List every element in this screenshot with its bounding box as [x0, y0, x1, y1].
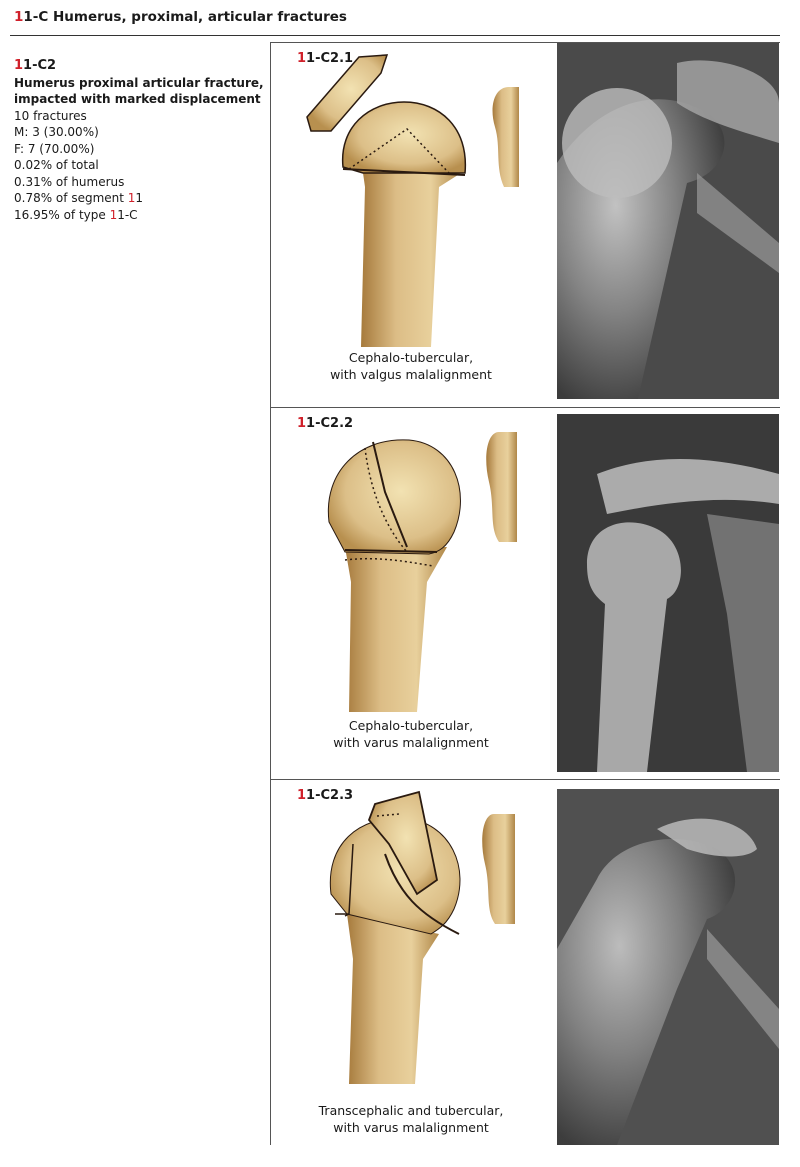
caption-line2: with valgus malalignment — [330, 367, 492, 382]
caption-line1: Cephalo-tubercular, — [348, 718, 474, 733]
glenoid-outline — [482, 814, 515, 924]
humerus-diagram-c2-1 — [289, 47, 529, 347]
summary-type-rest: 1-C — [117, 207, 138, 222]
humerus-shaft — [345, 547, 447, 712]
summary-heading-line1: Humerus proximal articular fracture, — [14, 75, 264, 90]
panel-code-red: 1 — [297, 788, 307, 803]
summary-code-red: 1 — [14, 58, 24, 73]
panel-caption-c2-3 — [291, 1102, 531, 1136]
panel-code-red: 1 — [297, 416, 307, 431]
panel-code-text: 1-C2.2 — [306, 416, 354, 431]
humeral-head — [343, 102, 466, 173]
summary-count: 10 fractures — [14, 108, 87, 123]
page-title — [14, 9, 347, 25]
xray-image-c2-1 — [557, 43, 779, 399]
humeral-head — [328, 440, 460, 554]
humerus-diagram-c2-2 — [289, 412, 529, 712]
caption-line2: with varus malalignment — [333, 735, 489, 750]
summary-segment-prefix: 0.78% of segment — [14, 191, 128, 205]
summary-type-red: 1 — [109, 207, 118, 222]
panel-code-text: 1-C2.1 — [306, 51, 354, 66]
panel-c2-2 — [271, 408, 780, 779]
panel-code-c2-3 — [297, 788, 353, 803]
classification-summary — [14, 58, 264, 223]
summary-of-total: 0.02% of total — [14, 158, 99, 172]
summary-male: M: 3 (30.00%) — [14, 125, 99, 139]
caption-line2: with varus malalignment — [333, 1120, 489, 1135]
panel-code-red: 1 — [297, 51, 307, 66]
humerus-shaft — [347, 914, 439, 1084]
panel-code-c2-1 — [297, 51, 353, 66]
xray-image-c2-3 — [557, 789, 779, 1145]
caption-line1: Cephalo-tubercular, — [348, 350, 474, 365]
summary-of-humerus: 0.31% of humerus — [14, 174, 125, 189]
panel-code-c2-2 — [297, 416, 353, 431]
summary-type-prefix: 16.95% of type — [14, 207, 110, 222]
panel-code-text: 1-C2.3 — [306, 788, 354, 803]
panel-c2-3 — [271, 780, 780, 1145]
panel-caption-c2-1 — [291, 349, 531, 383]
glenoid-outline — [486, 432, 517, 542]
header-divider — [10, 35, 780, 36]
panel-c2-1 — [271, 43, 780, 407]
panel-caption-c2-2 — [291, 717, 531, 751]
summary-of-segment — [14, 190, 264, 207]
humerus-shaft — [361, 173, 461, 347]
caption-line1: Transcephalic and tubercular, — [318, 1103, 504, 1118]
page-title-code: 1 — [14, 9, 24, 25]
page-title-text: 1-C Humerus, proximal, articular fractures — [23, 9, 347, 25]
summary-heading-line2: impacted with marked displacement — [14, 92, 261, 106]
xray-image-c2-2 — [557, 414, 779, 772]
summary-segment-red: 1 — [127, 191, 136, 205]
glenoid-outline — [493, 87, 519, 187]
summary-code — [14, 58, 264, 75]
summary-of-type — [14, 207, 264, 224]
humerus-diagram-c2-3 — [289, 784, 529, 1084]
summary-female: F: 7 (70.00%) — [14, 141, 95, 156]
summary-code-text: 1-C2 — [23, 58, 57, 73]
page-header — [0, 0, 800, 36]
summary-segment-rest: 1 — [135, 191, 144, 205]
